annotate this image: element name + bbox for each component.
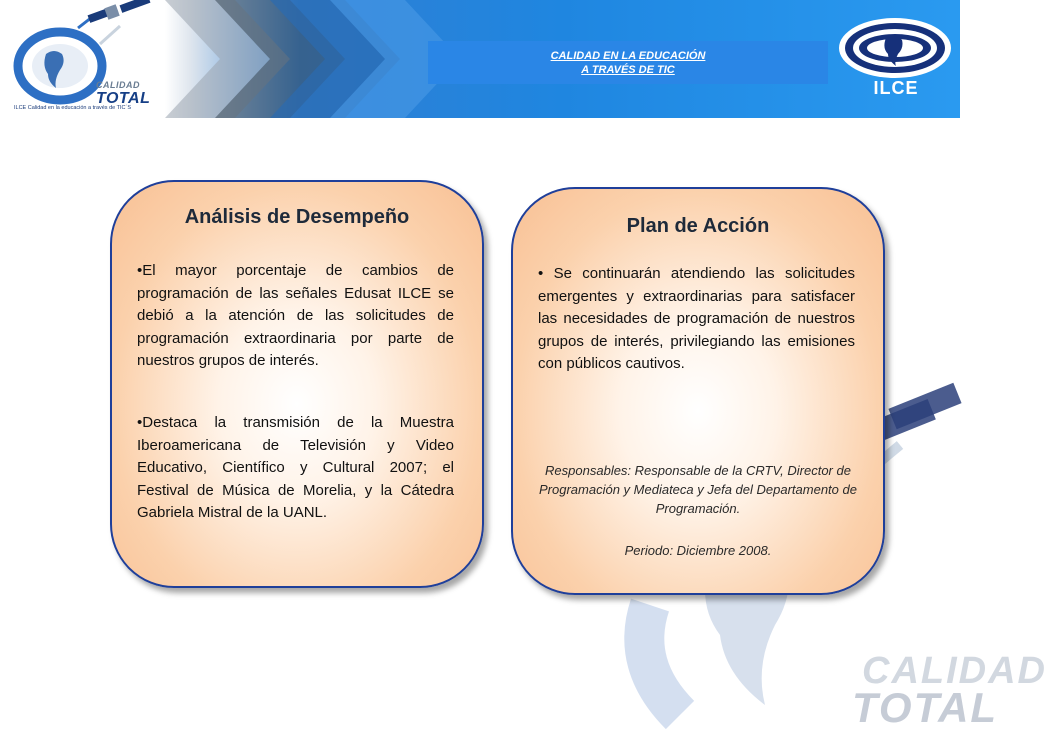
action-plan-title: Plan de Acción	[626, 215, 770, 237]
header-banner	[0, 0, 960, 118]
ilce-logo	[836, 14, 954, 112]
logo-tagline: ILCE Calidad en la educación a través de TIC´S	[14, 105, 131, 111]
header-title-line1: CALIDAD EN LA EDUCACIÓN	[550, 49, 706, 62]
header-title-box	[428, 41, 828, 84]
analysis-title: Análisis de Desempeño	[184, 206, 410, 228]
ilce-globe-icon	[836, 14, 954, 80]
analysis-bullet-2: •Destaca la transmisión de la Muestra Iberoamericana de Televisión y Video Educativo, Científico y Cultural 2007; el Festival de Música de Morelia, y la Cátedra Gabriela Mistral de la UANL.	[137, 414, 454, 521]
calidad-total-logo	[8, 4, 168, 116]
logo-brand-calidad: CALIDAD	[96, 80, 140, 90]
action-plan-card	[511, 187, 885, 595]
ilce-logo-text: ILCE	[873, 78, 919, 98]
action-plan-periodo: Periodo: Diciembre 2008.	[624, 543, 772, 558]
logo-brand-total: TOTAL	[96, 90, 151, 107]
action-plan-responsables: Responsables: Responsable de la CRTV, Director de Programación y Mediateca y Jefa del Departamento de Programación.	[539, 463, 857, 516]
analysis-card	[110, 180, 484, 588]
analysis-bullet-1: •El mayor porcentaje de cambios de programación de las señales Edusat ILCE se debió a la atención de las solicitudes de programación extraordinaria por parte de nuestros grupos de interés.	[137, 262, 454, 369]
watermark-calidad-text: CALIDAD	[862, 650, 1047, 692]
watermark-total-text: TOTAL	[852, 684, 999, 731]
satellite-globe-icon	[8, 4, 168, 104]
header-title-line2: A TRAVÉS DE TIC	[581, 63, 675, 76]
action-plan-bullet-1: • Se continuarán atendiendo las solicitudes emergentes y extraordinarias para satisfacer las necesidades de programación de nuestros grupos de interés, privilegiando las emisiones con públicos cautivos.	[538, 265, 855, 372]
